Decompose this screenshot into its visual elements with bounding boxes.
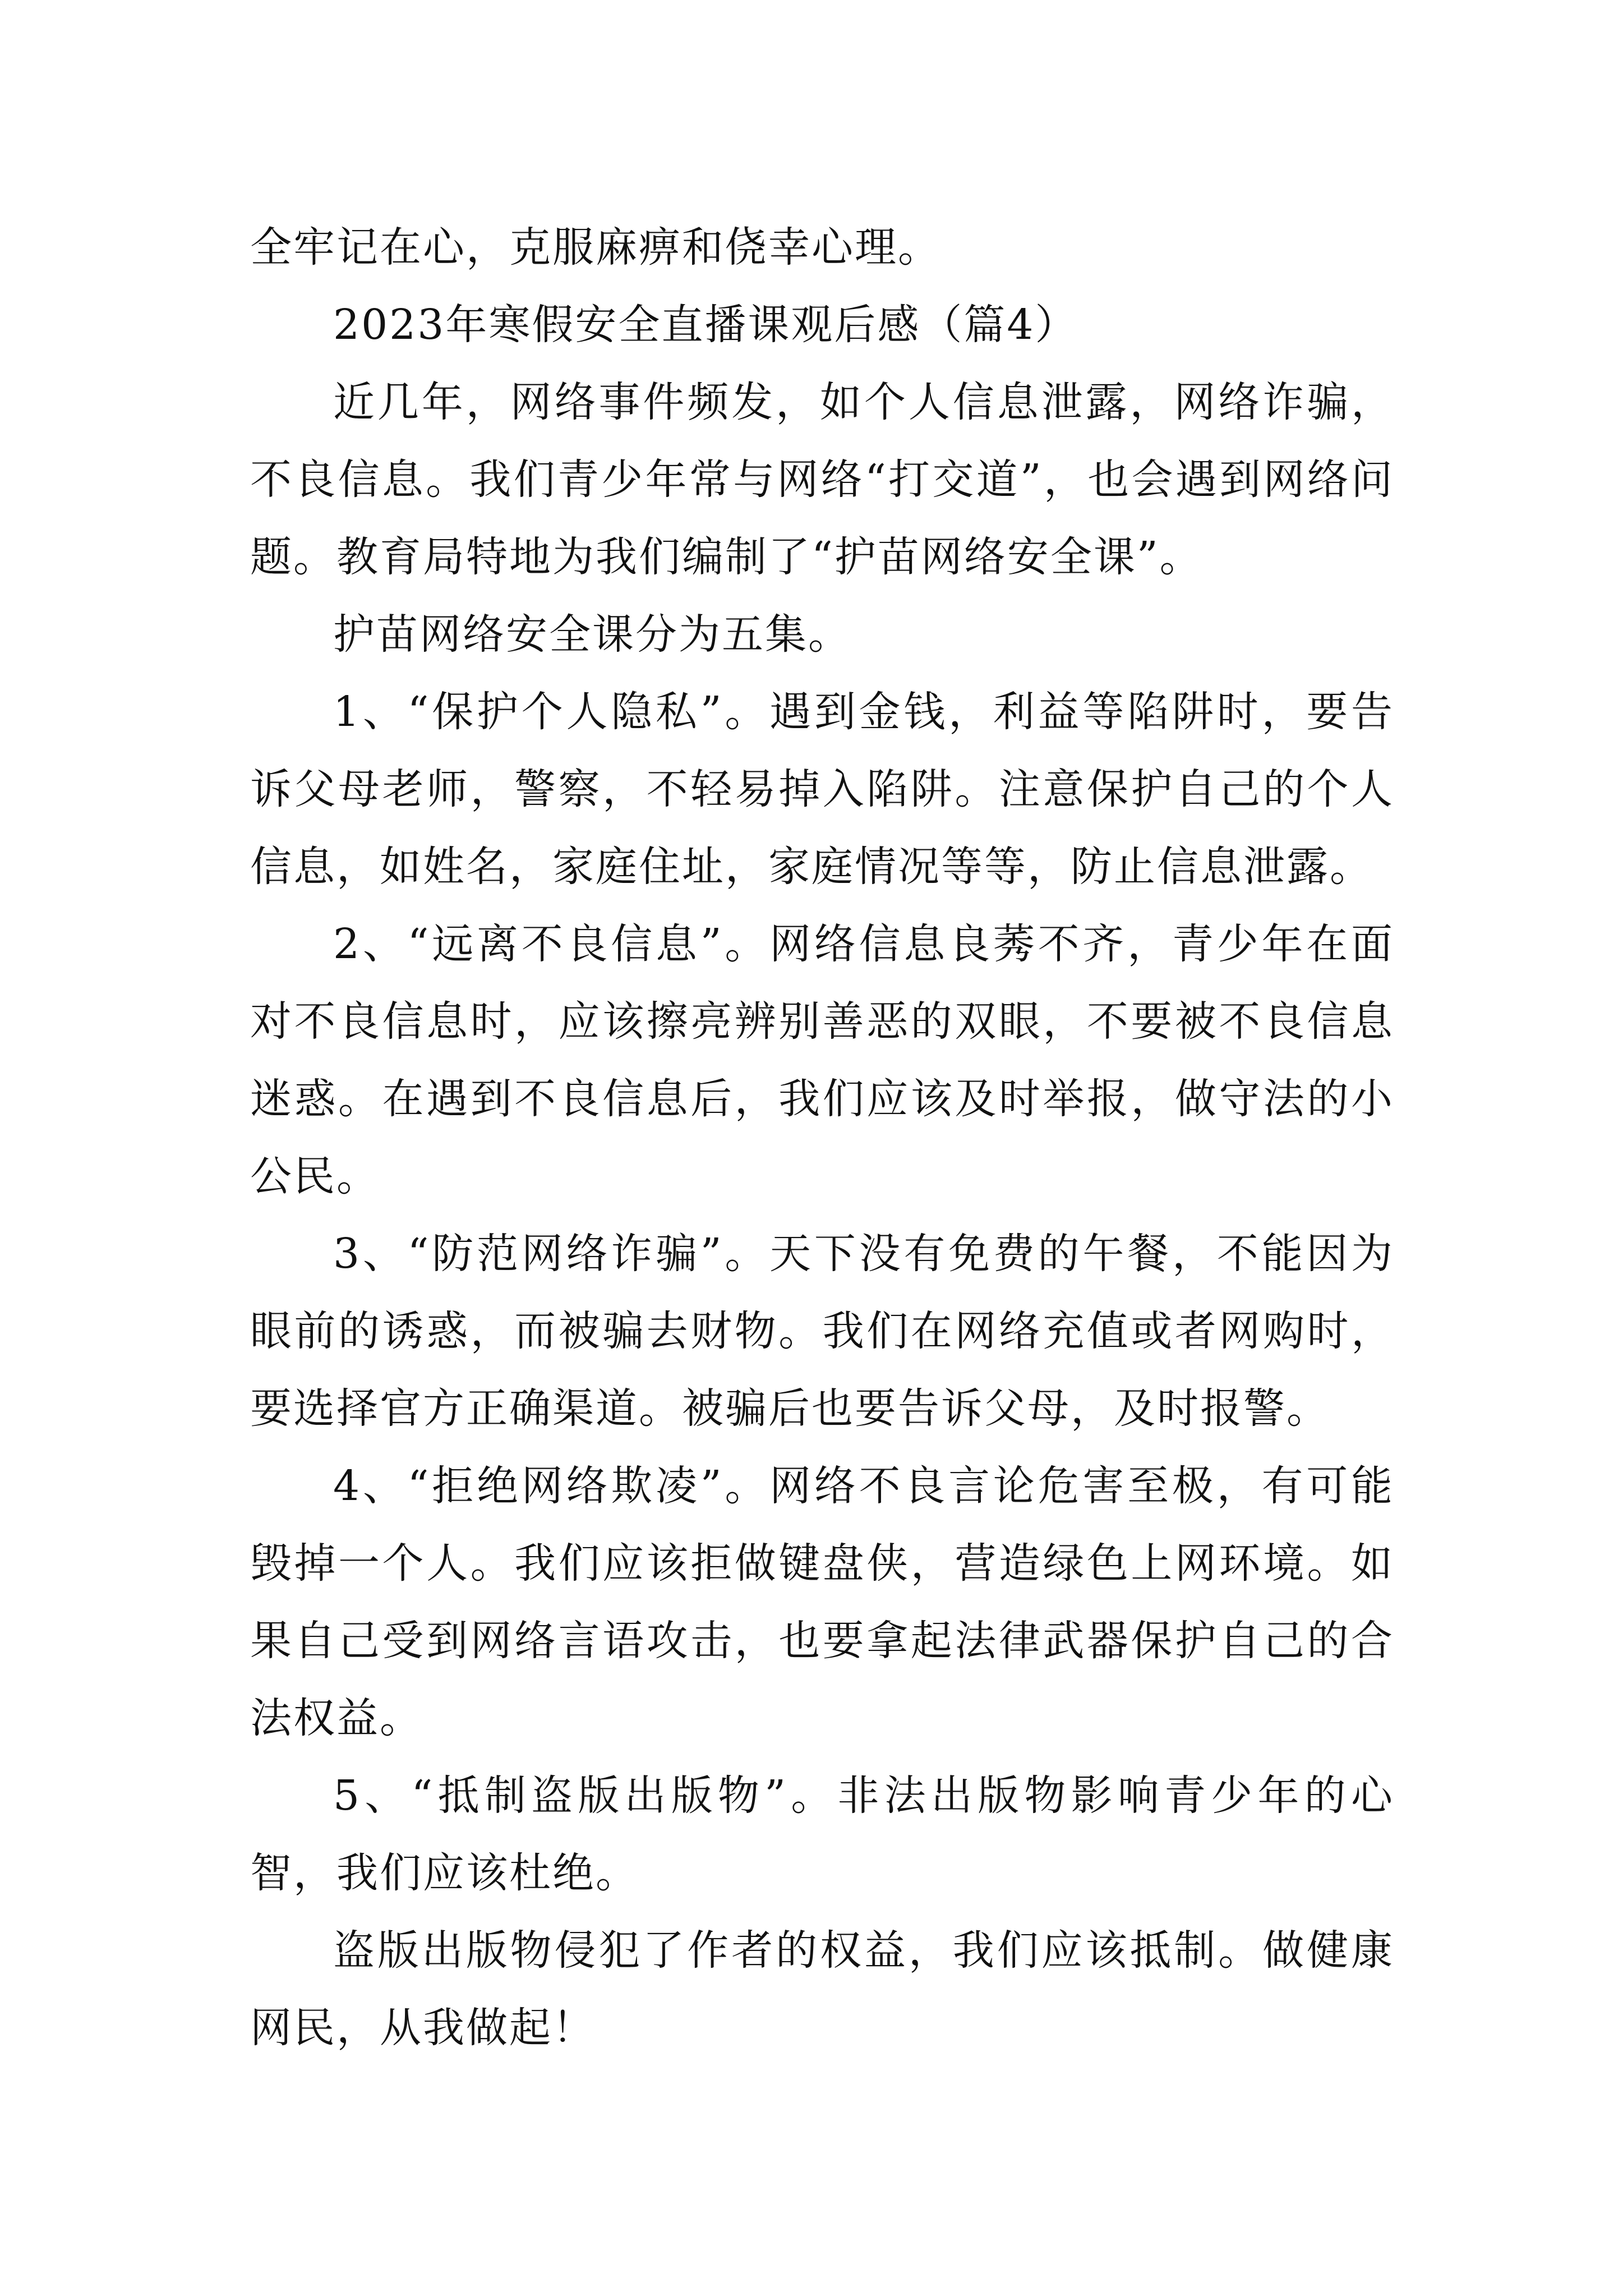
paragraph-item-3: 3、“防范网络诈骗”。天下没有免费的午餐，不能因为眼前的诱惑，而被骗去财物。我们在网络充值或者网购时，要选择官方正确渠道。被骗后也要告诉父母，及时报警。 (250, 1230, 1394, 1433)
paragraph-item-5: 5、“抵制盗版出版物”。非法出版物影响青少年的心智，我们应该杜绝。 (250, 1772, 1394, 1897)
paragraph-overview: 护苗网络安全课分为五集。 (333, 610, 851, 659)
document-body (250, 209, 1394, 2067)
paragraph-item-2: 2、“远离不良信息”。网络信息良莠不齐，青少年在面对不良信息时，应该擦亮辨别善恶的双眼，不要被不良信息迷惑。在遇到不良信息后，我们应该及时举报，做守法的小公民。 (250, 920, 1394, 1200)
paragraph-conclusion: 盗版出版物侵犯了作者的权益，我们应该抵制。做健康网民，从我做起！ (250, 1926, 1394, 2052)
paragraph-item-4: 4、“拒绝网络欺凌”。网络不良言论危害至极，有可能毁掉一个人。我们应该拒做键盘侠，营造绿色上网环境。如果自己受到网络言语攻击，也要拿起法律武器保护自己的合法权益。 (250, 1462, 1394, 1742)
paragraph-intro: 近几年，网络事件频发，如个人信息泄露，网络诈骗，不良信息。我们青少年常与网络“打交道”，也会遇到网络问题。教育局特地为我们编制了“护苗网络安全课”。 (250, 378, 1394, 581)
paragraph-item-1: 1、“保护个人隐私”。遇到金钱，利益等陷阱时，要告诉父母老师，警察，不轻易掉入陷阱。注意保护自己的个人信息，如姓名，家庭住址，家庭情况等等，防止信息泄露。 (250, 688, 1394, 891)
section-title: 2023年寒假安全直播课观后感（篇4） (333, 301, 1078, 349)
paragraph-continuation: 全牢记在心，克服麻痹和侥幸心理。 (250, 223, 941, 272)
